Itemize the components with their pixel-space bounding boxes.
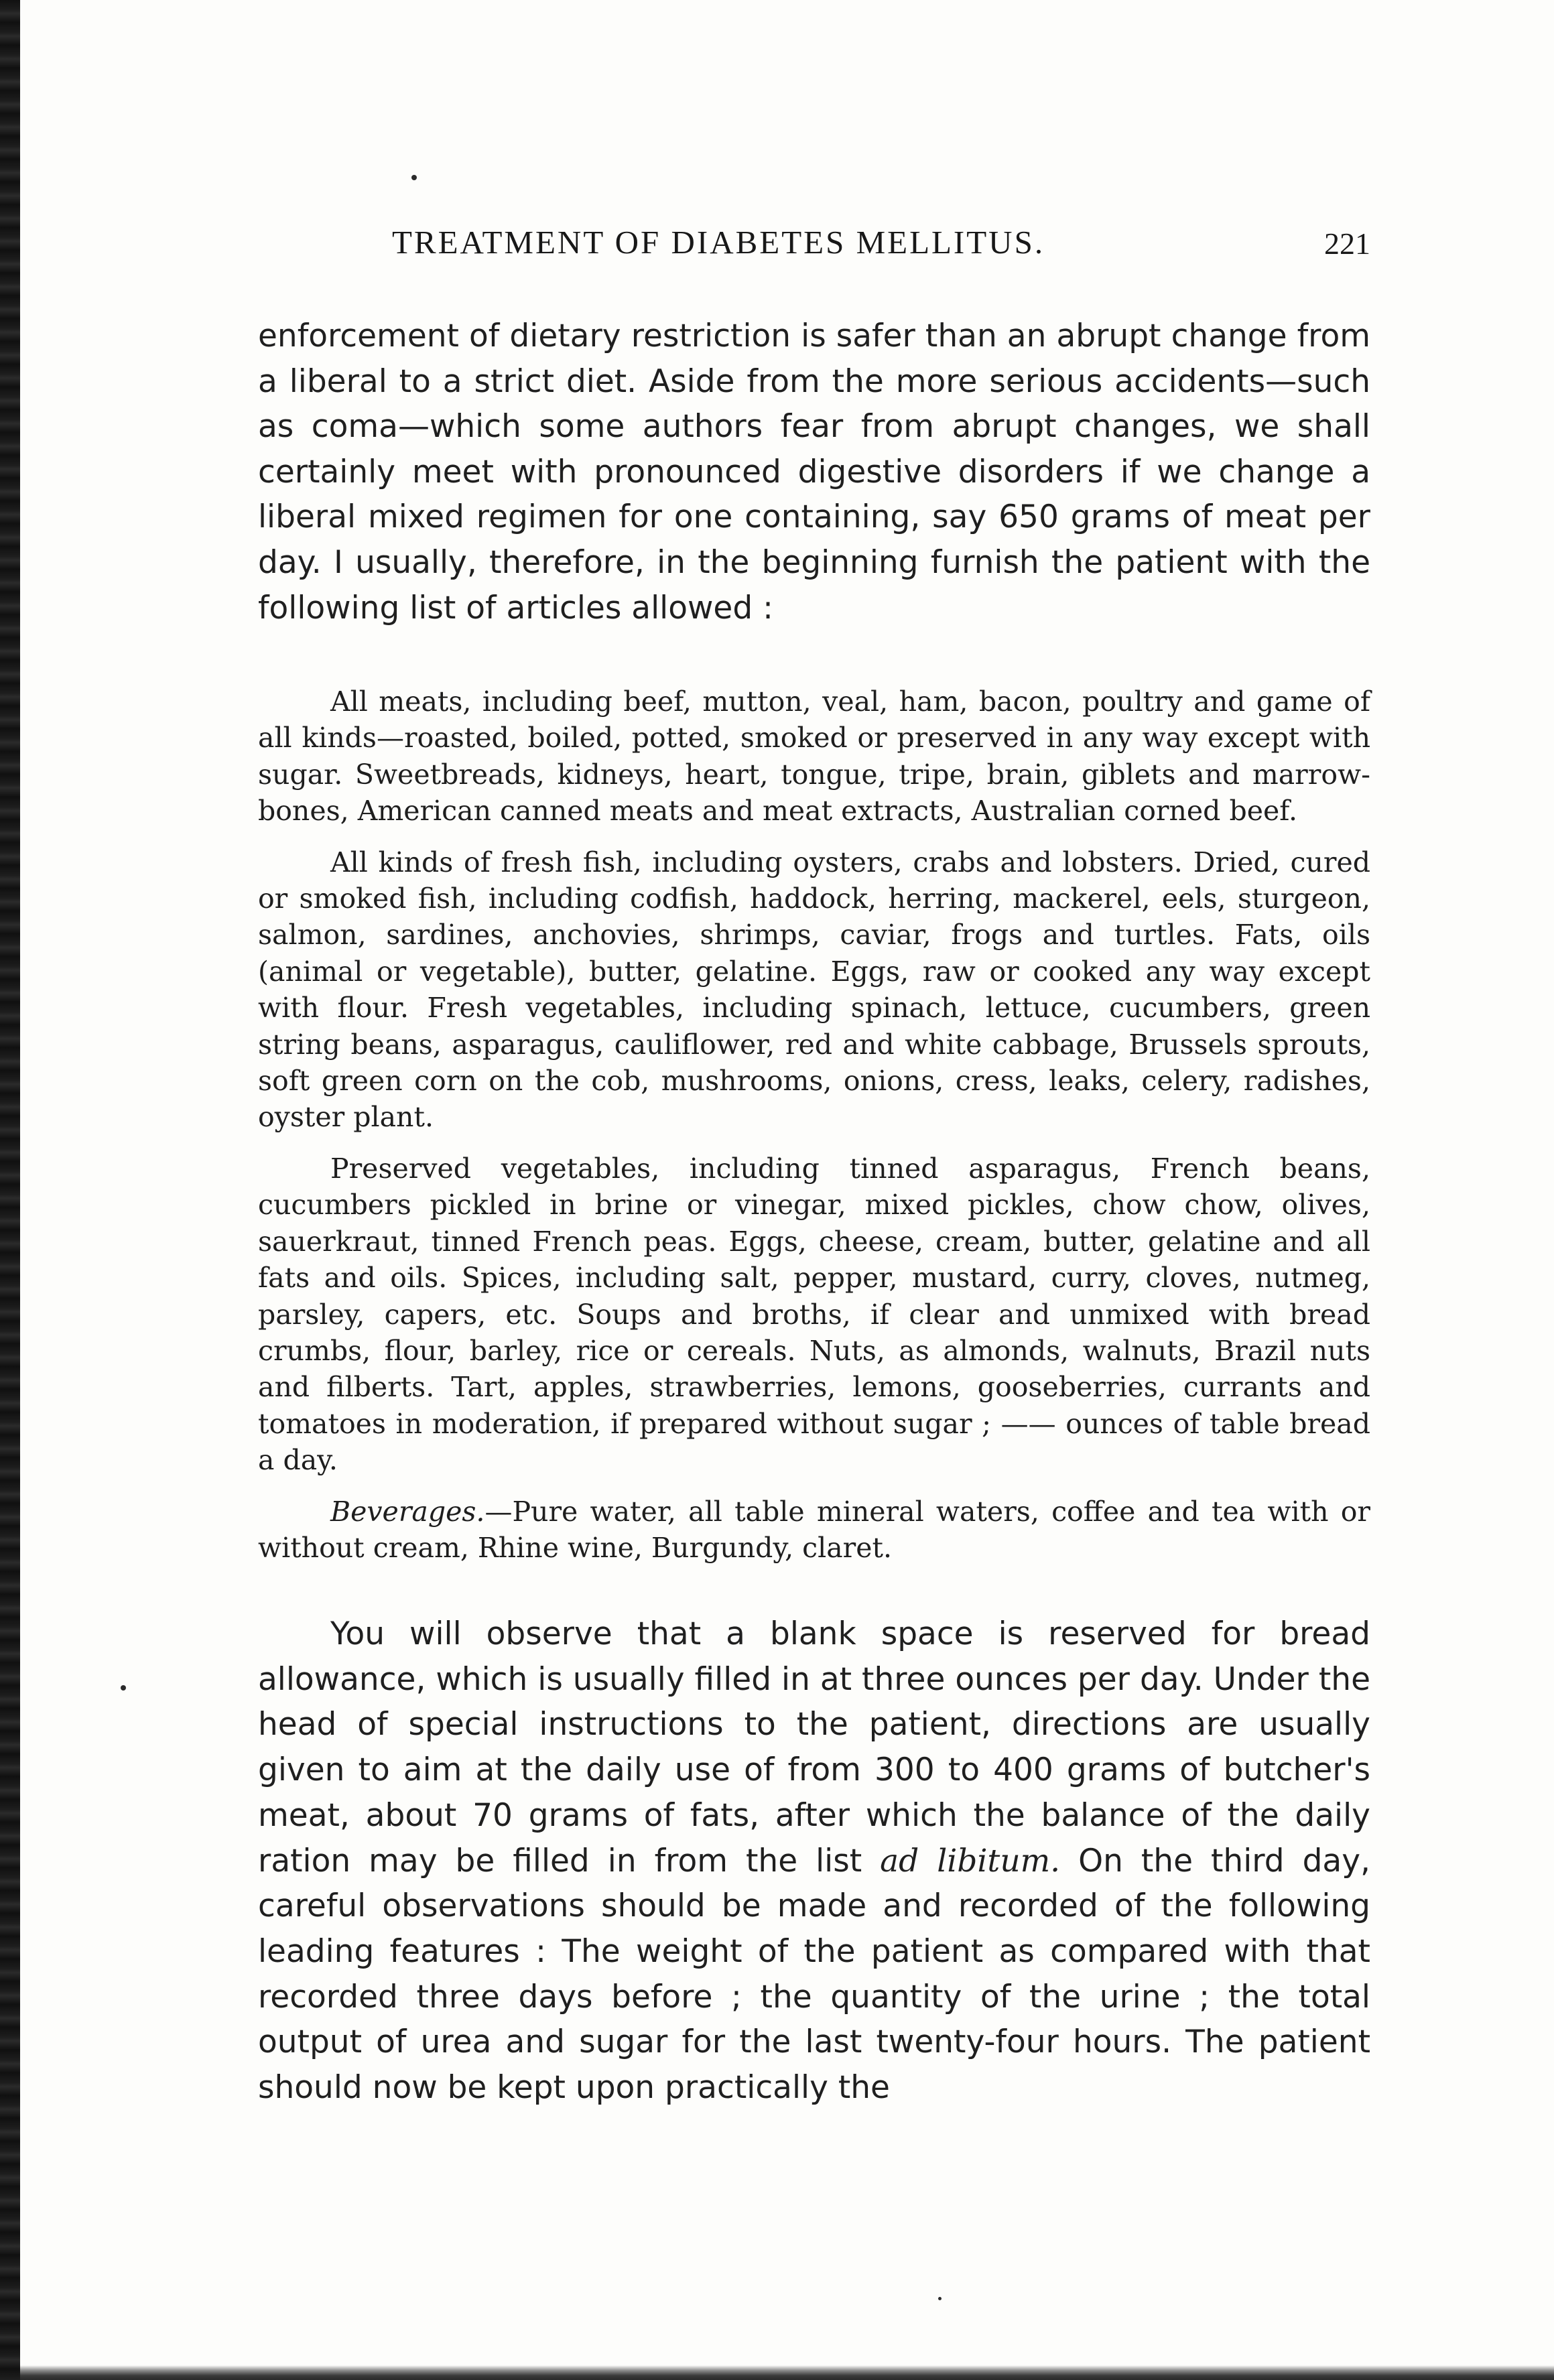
closing-text-part-2: On the third day, careful observations should be made and recorded of the following leading features : The weight of the patient as compared with that recorded three days before ; the quantity of the urine ; the total output of urea and sugar for the last twenty-four hours. The patient should now be kept upon practically the <box>258 1842 1370 2107</box>
page-binding-edge <box>0 0 20 2380</box>
page-number: 221 <box>1324 226 1370 261</box>
list-paragraph-meats: All meats, including beef, mutton, veal, ham, bacon, poultry and game of all kinds—roasted, boiled, potted, smoked or preserved in any way except with sugar. Sweetbreads, kidneys, heart, tongue, tripe, brain, giblets and marrow-bones, American canned meats and meat extracts, Australian corned beef. <box>258 685 1370 828</box>
closing-italic-phrase: ad libitum. <box>880 1842 1061 1879</box>
beverages-label: Beverages. <box>330 1495 485 1528</box>
list-paragraph-preserved: Preserved vegetables, including tinned asparagus, French beans, cucumbers pickled in brine or vinegar, mixed pickles, chow chow, olives, sauerkraut, tinned French peas. Eggs, cheese, cream, butter, gelatine and all fats and oils. Spices, including salt, pepper, mustard, curry, cloves, nutmeg, parsley, capers, etc. Soups and broths, if clear and unmixed with bread crumbs, flour, barley, rice or cereals. Nuts, as almonds, walnuts, Brazil nuts and filberts. Tart, apples, strawberries, lemons, gooseberries, currants and tomatoes in moderation, if prepared without sugar ; —— ounces of table bread a day. <box>258 1152 1370 1477</box>
ink-speck <box>121 1685 126 1691</box>
ink-speck <box>938 2297 942 2300</box>
list-paragraph-beverages <box>258 1494 1370 1567</box>
closing-paragraph <box>258 1611 1370 2111</box>
page-bottom-edge <box>20 2365 1554 2380</box>
list-paragraph-fish-vegetables: All kinds of fresh fish, including oysters, crabs and lobsters. Dried, cured or smoked fish, including codfish, haddock, herring, mackerel, eels, sturgeon, salmon, sardines, anchovies, shrimps, caviar, frogs and turtles. Fats, oils (animal or vegetable), butter, gelatine. Eggs, raw or cooked any way except with flour. Fresh vegetables, including spinach, lettuce, cucumbers, green string beans, asparagus, cauliflower, red and white cabbage, Brussels sprouts, soft green corn on the cob, mushrooms, onions, cress, leaks, celery, radishes, oyster plant. <box>258 846 1370 1134</box>
intro-paragraph: enforcement of dietary restriction is safer than an abrupt change from a liberal to a strict diet. Aside from the more serious accidents—such as coma—which some authors fear from abrupt changes, we shall certainly meet with pronounced digestive disorders if we change a liberal mixed regimen for one containing, say 650 grams of meat per day. I usually, therefore, in the beginning furnish the patient with the following list of articles allowed : <box>258 318 1370 626</box>
closing-text-part-1: You will observe that a blank space is reserved for bread allowance, which is usually filled in at three ounces per day. Under the head of special instructions to the patient, directions are usually given to aim at the daily use of from 300 to 400 grams of butcher's meat, about 70 grams of fats, after which the balance of the daily ration may be filled in from the list <box>258 1615 1370 1879</box>
running-title: TREATMENT OF DIABETES MELLITUS. <box>392 224 1045 261</box>
beverages-text: —Pure water, all table mineral waters, coffee and tea with or without cream, Rhine wine, Burgundy, claret. <box>258 1495 1370 1564</box>
ink-speck <box>411 175 417 180</box>
articles-allowed-list <box>258 683 1370 1566</box>
running-head <box>258 223 1370 270</box>
